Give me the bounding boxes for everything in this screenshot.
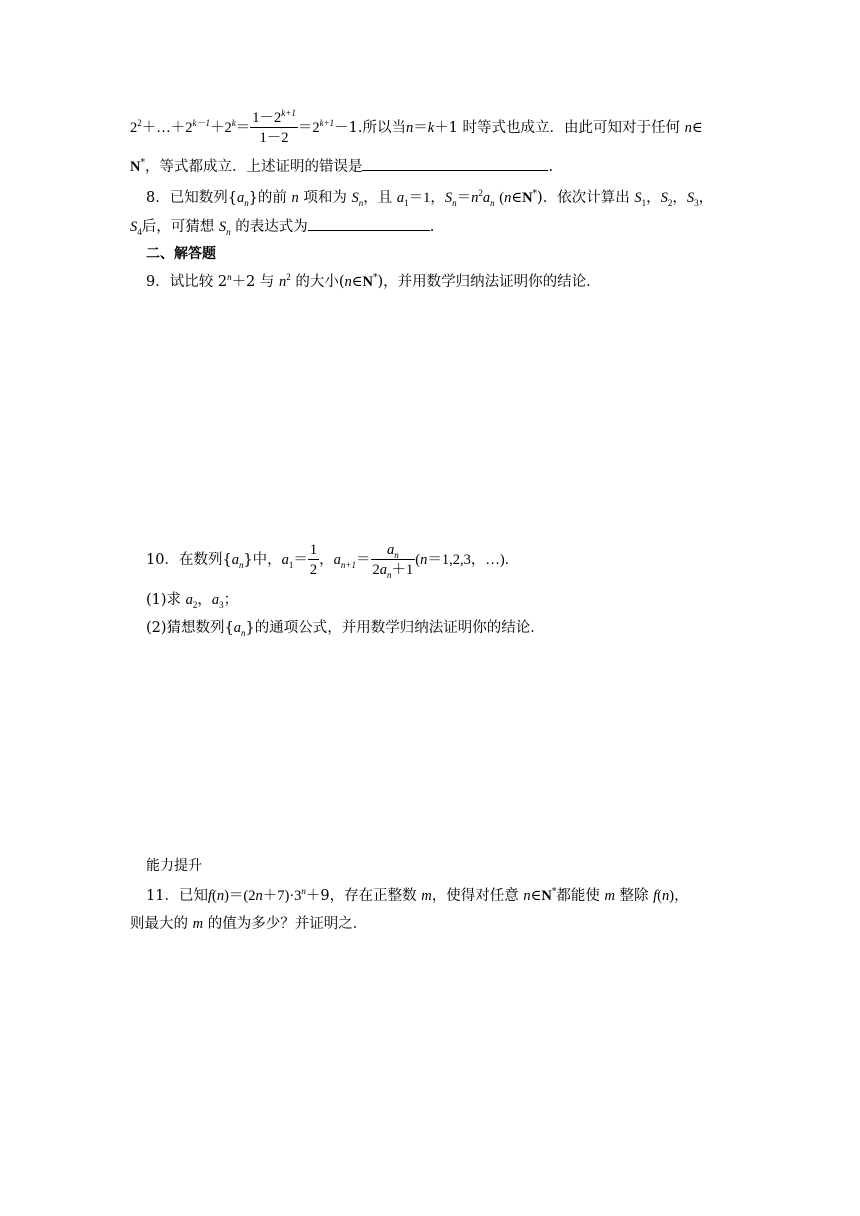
subscript: 4 — [137, 226, 142, 237]
variable: a — [233, 620, 242, 636]
text: ， — [698, 190, 714, 206]
variable: n — [406, 120, 414, 136]
question-10-part-2 — [146, 618, 545, 638]
proof-continuation-line — [130, 108, 703, 148]
question-9 — [146, 272, 601, 292]
variable: n — [291, 190, 299, 206]
subscript: n — [238, 559, 244, 570]
exponent: k+1 — [319, 118, 335, 129]
text: ，使得对任意 — [431, 888, 519, 904]
variable: n — [662, 888, 670, 904]
exponent: k+1 — [281, 107, 296, 118]
variable: a — [236, 190, 245, 206]
text: 2 — [130, 120, 138, 136]
variable: n — [684, 120, 692, 136]
question-11-continued — [130, 914, 367, 934]
variable: n — [504, 190, 512, 206]
variable: a — [211, 592, 220, 608]
variable: f — [653, 888, 658, 904]
text: 项和为 — [303, 190, 347, 206]
variable: a — [482, 190, 491, 206]
answer-blank[interactable] — [362, 156, 548, 171]
text: ， — [197, 592, 212, 608]
variable: S — [634, 190, 642, 206]
text: ＝ — [235, 120, 251, 136]
text: ∈ — [530, 888, 542, 904]
text: )．依次计算出 — [537, 190, 630, 206]
question-10 — [146, 538, 519, 582]
text: ； — [223, 592, 239, 608]
question-10-part-1 — [146, 590, 238, 610]
variable: S — [130, 219, 138, 235]
question-8 — [146, 188, 713, 208]
text: ＝ — [356, 552, 371, 568]
subscript: n — [452, 197, 457, 208]
text: ， — [672, 190, 687, 206]
exponent: n — [301, 886, 306, 897]
text: ＋1 — [391, 561, 414, 578]
text: 的值为多少？并证明之． — [207, 916, 368, 932]
text: ＋2 与 — [231, 274, 275, 290]
question-11 — [146, 886, 689, 906]
exponent: n — [227, 272, 232, 283]
text: 1－2 — [252, 109, 282, 126]
variable: a — [387, 541, 395, 558]
subscript: 1 — [288, 559, 294, 570]
text: ＝ — [456, 190, 472, 206]
answer-blank[interactable] — [308, 216, 430, 231]
variable: a — [281, 552, 289, 568]
text: ＝1,2,3，…)． — [427, 552, 520, 568]
text: ＋7)·3 — [262, 888, 302, 904]
text: ( — [211, 888, 217, 904]
variable: n — [255, 888, 263, 904]
text: }中， — [243, 552, 282, 568]
exponent: 2 — [286, 272, 291, 283]
exponent: * — [140, 158, 145, 169]
text: 8．已知数列{ — [146, 190, 237, 206]
variable: a — [379, 561, 387, 578]
variable: a — [333, 552, 341, 568]
text: ∈ — [351, 274, 363, 290]
variable: S — [660, 190, 668, 206]
text: ＋…＋2 — [141, 120, 193, 136]
variable: S — [686, 190, 695, 206]
variable: f — [207, 888, 212, 904]
subscript: n — [358, 197, 364, 208]
text: ＝2 — [297, 120, 320, 136]
variable: n — [523, 888, 531, 904]
text: 则最大的 — [130, 916, 188, 932]
variable: n — [279, 274, 287, 290]
text: 都能使 — [556, 888, 600, 904]
question-8-continued — [130, 216, 434, 237]
exponent: * — [551, 887, 557, 898]
exponent: * — [532, 189, 538, 200]
text: ＋1 时等式也成立．由此可知对于任何 — [434, 120, 681, 136]
exponent: k — [231, 118, 236, 129]
text: )，并用数学归纳法证明你的结论． — [377, 274, 601, 290]
text: 的大小( — [295, 274, 345, 290]
variable: S — [218, 219, 227, 235]
variable: k — [427, 120, 435, 136]
subscript: 2 — [192, 599, 198, 610]
text: . — [548, 159, 554, 175]
text: ＋9，存在正整数 — [305, 888, 417, 904]
text: ＝1， — [408, 190, 445, 206]
text: 11．已知 — [146, 888, 208, 904]
subscript: n — [387, 569, 392, 580]
variable: n — [420, 552, 428, 568]
text: －1.所以当 — [334, 120, 406, 136]
fraction-numerator: 1 — [309, 541, 318, 558]
variable: S — [444, 190, 453, 206]
text: (1)求 — [146, 592, 182, 608]
exponent: 2 — [137, 118, 142, 129]
variable: a — [185, 592, 193, 608]
exponent: 2 — [478, 188, 483, 199]
text: 的表达式为 — [235, 219, 308, 235]
text: ， — [319, 552, 334, 568]
fraction-recurrence — [371, 541, 416, 580]
variable: n — [471, 190, 479, 206]
text: ，等式都成立．上述证明的错误是 — [144, 159, 363, 175]
natural-set-symbol: N — [541, 888, 552, 904]
text: ＝ — [293, 552, 308, 568]
text: )＝(2 — [224, 888, 256, 904]
subscript: n — [490, 197, 495, 208]
subscript: n — [244, 197, 249, 208]
text: ( — [415, 552, 421, 568]
section-heading-solutions: 二、解答题 — [146, 246, 216, 262]
variable: S — [351, 190, 359, 206]
subscript: 2 — [667, 197, 673, 208]
text: }的通项公式，并用数学归纳法证明你的结论． — [245, 620, 545, 636]
fraction-denominator — [371, 560, 416, 580]
subscript: 3 — [694, 197, 699, 208]
exponent: * — [373, 273, 378, 284]
text: ( — [657, 888, 663, 904]
fraction-one-half — [308, 541, 319, 580]
fraction — [250, 109, 298, 148]
variable: m — [604, 888, 615, 904]
text: ∈ — [691, 120, 703, 136]
text: 9．试比较 2 — [146, 274, 228, 290]
text: )， — [669, 888, 689, 904]
natural-set-symbol: N — [130, 159, 141, 175]
variable: n — [344, 274, 352, 290]
subscript: n — [226, 226, 231, 237]
text: 整除 — [619, 888, 649, 904]
text: }的前 — [248, 190, 287, 206]
subscript: n+1 — [340, 559, 356, 570]
variable: a — [231, 552, 239, 568]
fraction-numerator — [371, 541, 416, 560]
natural-set-symbol: N — [522, 190, 533, 206]
text: (2)猜想数列{ — [146, 620, 234, 636]
text: . — [429, 219, 435, 235]
text: 10．在数列{ — [146, 552, 232, 568]
text: ＝ — [413, 120, 428, 136]
subscript: 3 — [219, 599, 224, 610]
variable: m — [421, 888, 432, 904]
text: ＋2 — [210, 120, 232, 136]
subscript: n — [394, 549, 399, 560]
text: ，且 — [363, 190, 393, 206]
variable: a — [396, 190, 405, 206]
subscript: n — [241, 627, 246, 638]
fraction-denominator: 1－2 — [259, 129, 289, 146]
variable: n — [216, 888, 225, 904]
proof-conclusion-line — [130, 156, 553, 177]
section-heading-ability: 能力提升 — [146, 858, 202, 874]
text: ， — [646, 190, 661, 206]
fraction-numerator — [250, 109, 298, 128]
variable: m — [192, 916, 204, 932]
text: ∈ — [511, 190, 523, 206]
text: ( — [499, 190, 505, 206]
text: 后，可猜想 — [141, 219, 215, 235]
natural-set-symbol: N — [362, 274, 374, 290]
subscript: 1 — [404, 197, 409, 208]
fraction-denominator: 2 — [309, 561, 318, 578]
text: 2 — [372, 561, 380, 578]
subscript: 1 — [641, 197, 647, 208]
exponent: k－1 — [192, 118, 210, 129]
